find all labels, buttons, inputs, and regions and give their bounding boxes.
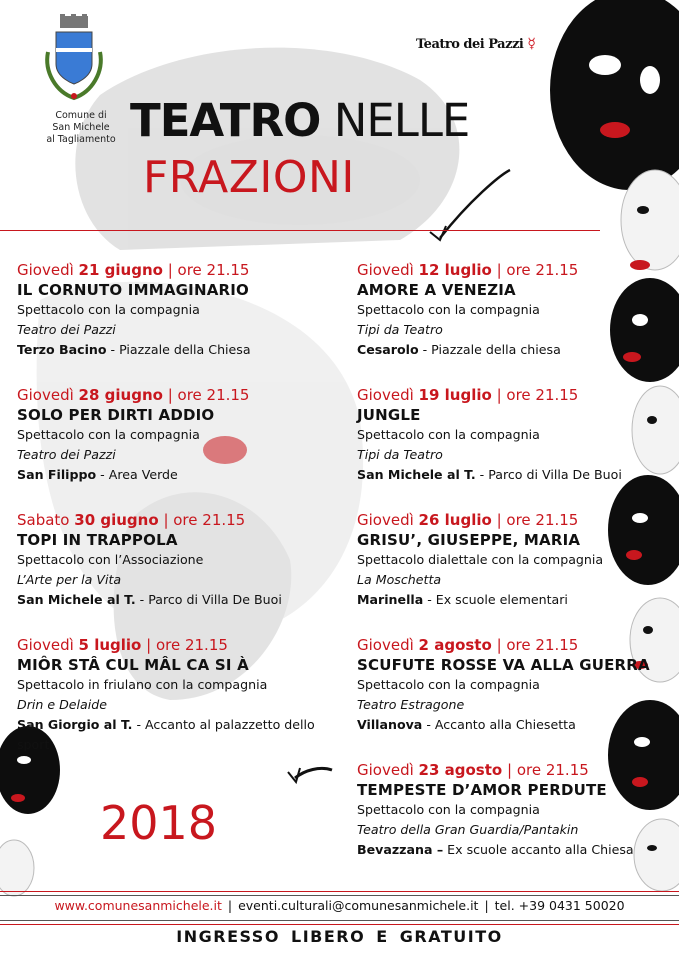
event-intro: Spettacolo dialettale con la compagnia: [357, 552, 604, 567]
title-light: NELLE: [333, 94, 470, 147]
event-item: [357, 510, 667, 610]
event-title: IL CORNUTO IMMAGINARIO: [17, 281, 249, 299]
event-place: San Filippo - Area Verde: [17, 467, 178, 482]
event-item: [17, 510, 327, 610]
title-bold: TEATRO: [130, 94, 321, 147]
separator: |: [484, 898, 489, 913]
event-item: [17, 635, 327, 755]
event-item: [357, 385, 667, 485]
event-place: Terzo Bacino - Piazzale della Chiesa: [17, 342, 251, 357]
municipality-line: San Michele: [52, 122, 110, 133]
footer-divider: [0, 924, 679, 925]
event-date: Giovedì 5 luglio | ore 21.15: [17, 636, 228, 654]
event-item: [17, 260, 327, 360]
events-column-right: [357, 260, 667, 885]
coat-of-arms-icon: [42, 12, 106, 104]
event-intro: Spettacolo con la compagnia: [17, 427, 200, 442]
event-place: Villanova - Accanto alla Chiesetta: [357, 717, 576, 732]
municipality-line: Comune di: [55, 110, 107, 121]
phone-number: tel. +39 0431 50020: [494, 898, 625, 913]
event-place: San Giorgio al T. - Accanto al palazzetto dello sport: [17, 717, 315, 752]
event-title: SCUFUTE ROSSE VA ALLA GUERRA: [357, 656, 650, 674]
event-intro: Spettacolo con la compagnia: [357, 302, 540, 317]
event-item: [17, 385, 327, 485]
event-company: Tipi da Teatro: [357, 322, 443, 337]
events-column-left: [17, 260, 327, 780]
event-company: Teatro dei Pazzi: [17, 322, 116, 337]
page-title: [130, 94, 469, 147]
page-subtitle: FRAZIONI: [143, 152, 355, 203]
municipality-line: al Tagliamento: [46, 134, 116, 145]
event-place: San Michele al T. - Parco di Villa De Buoi: [357, 467, 622, 482]
event-date: Giovedì 19 luglio | ore 21.15: [357, 386, 579, 404]
divider: [0, 230, 600, 231]
event-item: [357, 635, 667, 735]
event-title: GRISU’, GIUSEPPE, MARIA: [357, 531, 581, 549]
event-intro: Spettacolo in friulano con la compagnia: [17, 677, 268, 692]
footer-divider: [0, 920, 679, 921]
footer-divider: [0, 895, 679, 896]
event-title: TOPI IN TRAPPOLA: [17, 531, 178, 549]
event-company: Teatro dei Pazzi: [17, 447, 116, 462]
event-title: SOLO PER DIRTI ADDIO: [17, 406, 215, 424]
event-title: MIÔR STÂ CUL MÂL CA SI À: [17, 656, 249, 674]
event-intro: Spettacolo con l’Associazione: [17, 552, 204, 567]
jester-icon: ☿: [527, 36, 536, 52]
event-company: Teatro Estragone: [357, 697, 465, 712]
website-link[interactable]: www.comunesanmichele.it: [54, 898, 222, 913]
event-company: Tipi da Teatro: [357, 447, 443, 462]
separator: |: [227, 898, 233, 913]
event-place: Cesarolo - Piazzale della chiesa: [357, 342, 561, 357]
event-date: Giovedì 12 luglio | ore 21.15: [357, 261, 579, 279]
event-place: Marinella - Ex scuole elementari: [357, 592, 568, 607]
year-label: 2018: [100, 796, 218, 850]
event-title: TEMPESTE D’AMOR PERDUTE: [357, 781, 607, 799]
event-company: Teatro della Gran Guardia/Pantakin: [357, 822, 579, 837]
event-date: Giovedì 23 agosto | ore 21.15: [357, 761, 589, 779]
event-date: Giovedì 21 giugno | ore 21.15: [17, 261, 250, 279]
company-logo-text: Teatro dei Pazzi: [416, 37, 524, 52]
event-item: [357, 260, 667, 360]
event-intro: Spettacolo con la compagnia: [17, 302, 200, 317]
event-place: San Michele al T. - Parco di Villa De Buoi: [17, 592, 282, 607]
event-intro: Spettacolo con la compagnia: [357, 802, 540, 817]
email-link[interactable]: eventi.culturali@comunesanmichele.it: [238, 898, 479, 913]
event-company: L’Arte per la Vita: [17, 572, 122, 587]
event-title: AMORE A VENEZIA: [357, 281, 516, 299]
event-title: JUNGLE: [357, 406, 421, 424]
event-date: Giovedì 26 luglio | ore 21.15: [357, 511, 579, 529]
event-place: Bevazzana – Ex scuole accanto alla Chiesa: [357, 842, 634, 857]
municipality-name: [40, 110, 122, 146]
company-logo: [416, 36, 535, 52]
footer-divider: [0, 891, 679, 892]
event-date: Sabato 30 giugno | ore 21.15: [17, 511, 246, 529]
event-company: La Moschetta: [357, 572, 442, 587]
event-company: Drin e Delaide: [17, 697, 108, 712]
event-item: [357, 760, 667, 860]
event-intro: Spettacolo con la compagnia: [357, 427, 540, 442]
event-date: Giovedì 2 agosto | ore 21.15: [357, 636, 579, 654]
event-intro: Spettacolo con la compagnia: [357, 677, 540, 692]
event-date: Giovedì 28 giugno | ore 21.15: [17, 386, 250, 404]
free-entry-notice: INGRESSO LIBERO E GRATUITO: [176, 927, 503, 946]
contact-line: [0, 898, 679, 913]
